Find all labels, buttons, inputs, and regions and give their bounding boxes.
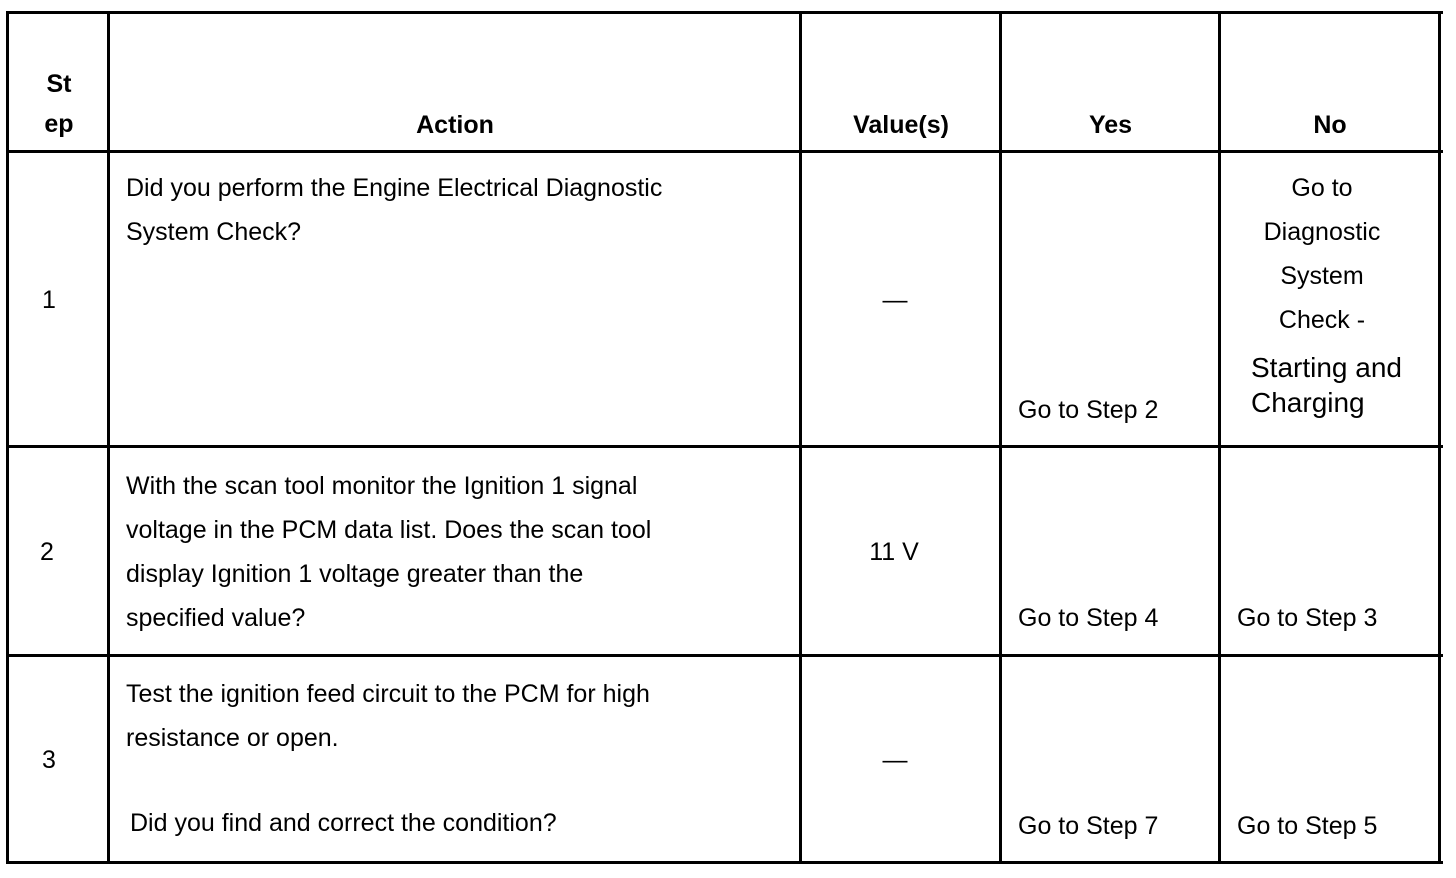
row3-action-line: Test the ignition feed circuit to the PCM for high — [126, 680, 650, 708]
row2-action-line: voltage in the PCM data list. Does the scan tool — [126, 516, 652, 544]
row3-no: Go to Step 5 — [1237, 812, 1378, 840]
grid-line — [6, 150, 1443, 153]
row1-step: 1 — [42, 286, 56, 314]
row1-no-line: Go to — [1291, 174, 1353, 202]
header-no: No — [1313, 111, 1347, 139]
row2-value: 11 V — [869, 538, 919, 566]
row1-action-line: System Check? — [126, 218, 302, 246]
grid-line — [6, 11, 1443, 14]
row1-no-line: Check - — [1278, 306, 1366, 334]
row1-action-line: Did you perform the Engine Electrical Diagnostic — [126, 174, 663, 202]
row3-value: — — [882, 746, 908, 774]
header-values: Value(s) — [853, 111, 949, 139]
row1-yes: Go to Step 2 — [1018, 396, 1159, 424]
grid-line — [6, 445, 1443, 448]
row2-action-line: With the scan tool monitor the Ignition 1 signal — [126, 472, 638, 500]
row2-yes: Go to Step 4 — [1018, 604, 1159, 632]
row3-action — [126, 672, 650, 760]
row1-no-line: Diagnostic — [1263, 218, 1381, 246]
grid-line — [6, 654, 1443, 657]
row1-value: — — [882, 286, 908, 314]
row2-action — [126, 464, 651, 640]
row1-no — [1222, 166, 1422, 420]
grid-line — [6, 11, 9, 864]
row1-no-line: Starting and — [1251, 352, 1402, 383]
row1-action — [126, 166, 662, 254]
row1-no-line: Charging — [1251, 387, 1365, 418]
header-step-line2: ep — [44, 110, 74, 138]
row2-step: 2 — [40, 538, 54, 566]
row3-action-line: resistance or open. — [126, 724, 339, 752]
row3-step: 3 — [42, 746, 56, 774]
row2-action-line: display Ignition 1 voltage greater than the — [126, 560, 584, 588]
row3-yes: Go to Step 7 — [1018, 812, 1159, 840]
row2-no: Go to Step 3 — [1237, 604, 1378, 632]
header-yes: Yes — [1088, 111, 1133, 139]
header-step-line1: St — [46, 70, 72, 98]
header-step — [10, 64, 108, 144]
header-action: Action — [416, 111, 494, 139]
row2-action-line: specified value? — [126, 604, 306, 632]
row3-action-question: Did you find and correct the condition? — [130, 809, 557, 837]
grid-line — [6, 861, 1443, 864]
row1-no-line: System — [1280, 262, 1364, 290]
